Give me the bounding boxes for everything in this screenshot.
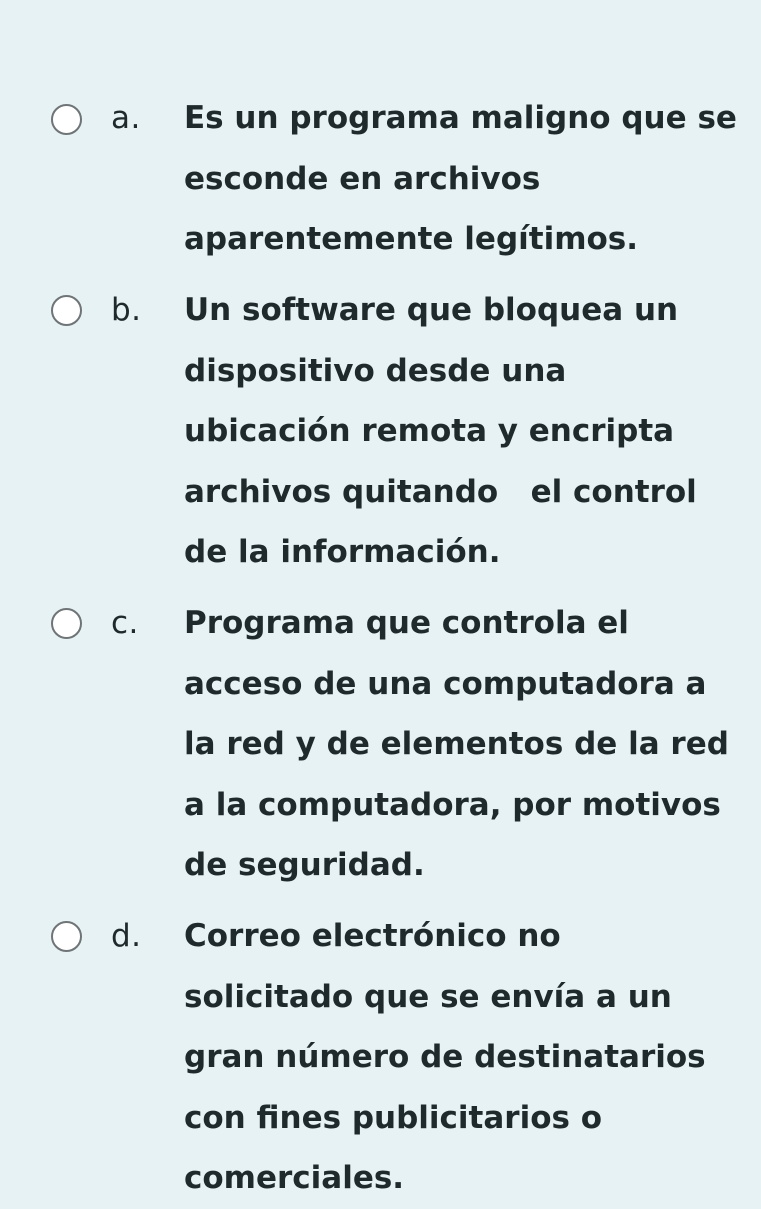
option-c-line: la red y de elementos de la red xyxy=(184,726,729,762)
option-a-line: aparentemente legítimos. xyxy=(184,221,639,257)
option-b-text xyxy=(184,280,724,583)
option-b[interactable] xyxy=(0,280,761,582)
option-c-line: de seguridad. xyxy=(184,847,425,883)
option-c[interactable] xyxy=(0,593,761,895)
option-c-line: acceso de una computadora a xyxy=(184,665,707,702)
option-b-letter: b. xyxy=(111,292,142,328)
option-d-line: solicitado que se envía a un xyxy=(184,978,672,1015)
option-d-line: comerciales. xyxy=(184,1160,405,1196)
option-a-text xyxy=(184,88,737,270)
option-c-letter: c. xyxy=(111,605,139,641)
option-b-line: Un software que bloquea un xyxy=(184,292,679,328)
option-a-line: Es un programa maligno que se xyxy=(184,100,737,136)
radio-button-b[interactable] xyxy=(51,295,82,326)
option-b-line: de la información. xyxy=(184,534,501,570)
option-c-line: Programa que controla el xyxy=(184,605,629,641)
option-d-line: gran número de destinatarios xyxy=(184,1039,706,1075)
radio-button-c[interactable] xyxy=(51,608,82,639)
radio-button-d[interactable] xyxy=(51,921,82,952)
option-d-line: Correo electrónico no xyxy=(184,918,561,954)
radio-button-a[interactable] xyxy=(51,104,82,135)
option-a-letter: a. xyxy=(111,100,141,136)
option-d-line: con fines publicitarios o xyxy=(184,1099,603,1136)
option-a-line: esconde en archivos xyxy=(184,160,541,197)
option-d-letter: d. xyxy=(111,918,142,954)
option-b-line: dispositivo desde una xyxy=(184,352,567,389)
option-c-text xyxy=(184,593,729,896)
option-b-line: archivos quitando el control xyxy=(184,473,697,510)
option-b-line: ubicación remota y encripta xyxy=(184,413,675,449)
option-d-text xyxy=(184,906,724,1209)
option-a[interactable] xyxy=(0,88,761,268)
option-c-line: a la computadora, por motivos xyxy=(184,786,721,823)
option-d[interactable] xyxy=(0,906,761,1208)
